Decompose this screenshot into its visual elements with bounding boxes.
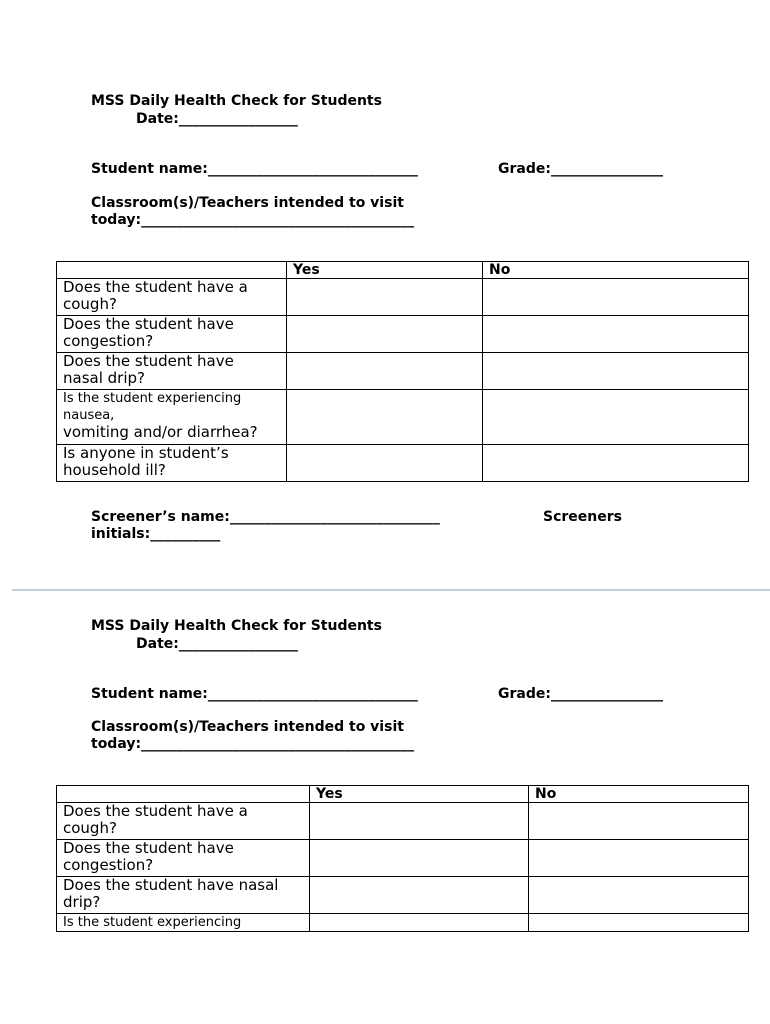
yes-cell[interactable] bbox=[310, 914, 529, 932]
question-cell bbox=[57, 316, 287, 353]
question-text: congestion? bbox=[63, 332, 154, 350]
no-cell[interactable] bbox=[483, 445, 749, 482]
classroom-label: Classroom(s)/Teachers intended to visit bbox=[91, 719, 404, 735]
no-cell[interactable] bbox=[529, 914, 749, 932]
no-cell[interactable] bbox=[529, 877, 749, 914]
classroom-field[interactable]: today:_______________________________________ bbox=[91, 736, 415, 752]
table-header-row bbox=[57, 262, 749, 279]
header-question bbox=[57, 786, 310, 803]
question-cell bbox=[57, 840, 310, 877]
question-text: cough? bbox=[63, 295, 117, 313]
question-cell bbox=[57, 353, 287, 390]
classroom-label: Classroom(s)/Teachers intended to visit bbox=[91, 195, 404, 211]
no-cell[interactable] bbox=[483, 316, 749, 353]
question-cell bbox=[57, 914, 310, 932]
question-text: drip? bbox=[63, 893, 101, 911]
no-cell[interactable] bbox=[529, 803, 749, 840]
question-text: Does the student have bbox=[63, 315, 234, 333]
table-row bbox=[57, 353, 749, 390]
screener-name-field[interactable]: Screener’s name:______________________________ bbox=[91, 509, 440, 525]
table-row bbox=[57, 279, 749, 316]
no-cell[interactable] bbox=[483, 390, 749, 445]
student-name-field[interactable]: Student name:______________________________ bbox=[91, 686, 418, 702]
table-row bbox=[57, 840, 749, 877]
yes-cell[interactable] bbox=[287, 353, 483, 390]
header-question bbox=[57, 262, 287, 279]
question-text: Does the student have a bbox=[63, 802, 248, 820]
question-text: Does the student have a bbox=[63, 278, 248, 296]
no-cell[interactable] bbox=[483, 279, 749, 316]
yes-cell[interactable] bbox=[310, 803, 529, 840]
classroom-field[interactable]: today:_______________________________________ bbox=[91, 212, 415, 228]
table-row bbox=[57, 877, 749, 914]
question-cell bbox=[57, 445, 287, 482]
question-cell bbox=[57, 803, 310, 840]
yes-cell[interactable] bbox=[310, 840, 529, 877]
page-divider bbox=[12, 589, 770, 591]
question-cell bbox=[57, 390, 287, 445]
form-title: MSS Daily Health Check for Students bbox=[91, 618, 382, 634]
no-cell[interactable] bbox=[529, 840, 749, 877]
question-text: nausea, bbox=[63, 408, 115, 423]
header-no: No bbox=[529, 786, 749, 803]
table-row bbox=[57, 445, 749, 482]
yes-cell[interactable] bbox=[287, 316, 483, 353]
table-row bbox=[57, 316, 749, 353]
no-cell[interactable] bbox=[483, 353, 749, 390]
student-name-field[interactable]: Student name:______________________________ bbox=[91, 161, 418, 177]
question-text: vomiting and/or diarrhea? bbox=[63, 423, 258, 441]
health-questions-table bbox=[56, 261, 749, 482]
question-cell bbox=[57, 877, 310, 914]
question-text: household ill? bbox=[63, 461, 166, 479]
screener-initials-label: Screeners bbox=[543, 509, 622, 525]
yes-cell[interactable] bbox=[287, 279, 483, 316]
question-text: Is the student experiencing bbox=[63, 915, 242, 930]
form-title: MSS Daily Health Check for Students bbox=[91, 93, 382, 109]
grade-field[interactable]: Grade:________________ bbox=[498, 686, 663, 702]
question-text: nasal drip? bbox=[63, 369, 145, 387]
yes-cell[interactable] bbox=[287, 445, 483, 482]
grade-field[interactable]: Grade:________________ bbox=[498, 161, 663, 177]
question-text: Is the student experiencing bbox=[63, 391, 242, 406]
table-header-row bbox=[57, 786, 749, 803]
question-text: Is anyone in student’s bbox=[63, 444, 229, 462]
table-row bbox=[57, 390, 749, 445]
question-text: Does the student have bbox=[63, 352, 234, 370]
header-yes: Yes bbox=[310, 786, 529, 803]
header-yes: Yes bbox=[287, 262, 483, 279]
question-cell bbox=[57, 279, 287, 316]
screener-initials-field[interactable]: initials:__________ bbox=[91, 526, 221, 542]
yes-cell[interactable] bbox=[310, 877, 529, 914]
question-text: cough? bbox=[63, 819, 117, 837]
date-field[interactable]: Date:_________________ bbox=[136, 636, 298, 652]
date-field[interactable]: Date:_________________ bbox=[136, 111, 298, 127]
yes-cell[interactable] bbox=[287, 390, 483, 445]
table-row bbox=[57, 914, 749, 932]
health-questions-table bbox=[56, 785, 749, 932]
header-no: No bbox=[483, 262, 749, 279]
question-text: Does the student have bbox=[63, 839, 234, 857]
question-text: Does the student have nasal bbox=[63, 876, 279, 894]
table-row bbox=[57, 803, 749, 840]
question-text: congestion? bbox=[63, 856, 154, 874]
